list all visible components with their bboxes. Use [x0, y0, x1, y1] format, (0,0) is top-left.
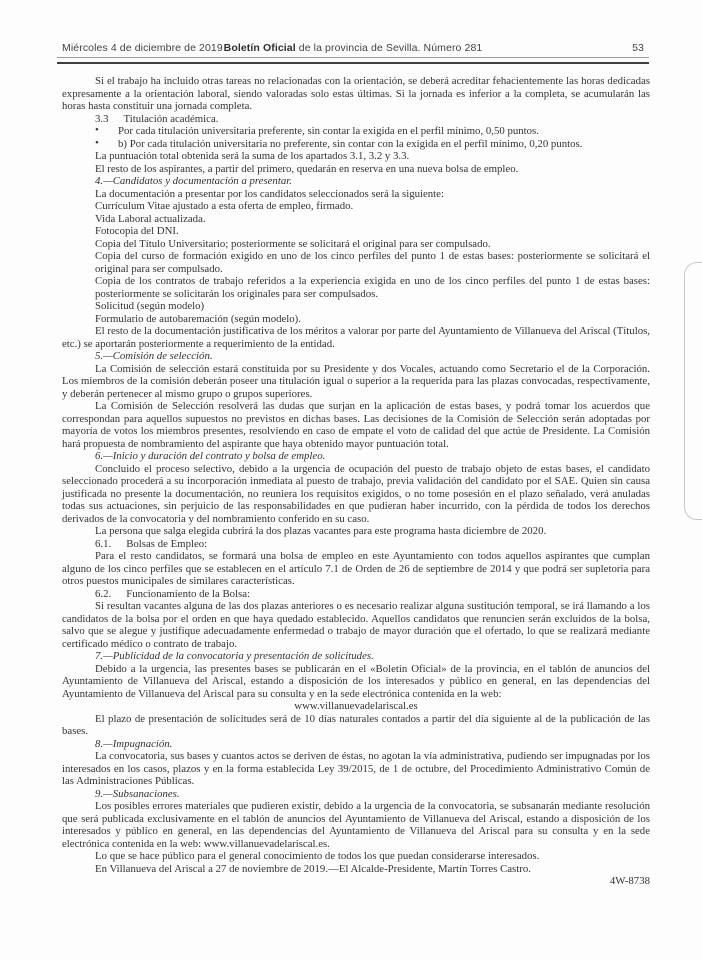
centered-line: www.villanuevadelariscal.es	[294, 700, 418, 712]
header-rule	[57, 57, 649, 64]
section-heading: 4.—Candidatos y documentación a presentar.	[95, 175, 292, 187]
section-number: 6.—	[95, 450, 113, 462]
section-heading: 7.—Publicidad de la convocatoria y presentación de solicitudes.	[95, 650, 374, 662]
numbered-line: 6.2. Funcionamiento de la Bolsa:	[95, 587, 251, 600]
page-header	[62, 42, 644, 54]
paragraph: Debido a la urgencia, las presentes bases se publicarán en el «Boletín Oficial» de la provincia, en el tablón de anuncios del Ayuntamiento de Villanueva del Ariscal, estando a disposición de los interesados y público en general, en las dependencias del Ayuntamiento de Villanueva del Ariscal para su consulta y en la sede electrónica contenida en la web:	[62, 662, 650, 700]
list-item: Fotocopia del DNI.	[95, 225, 179, 237]
section-number: 7.—	[95, 650, 113, 662]
paragraph: Concluido el proceso selectivo, debido a la urgencia de ocupación del puesto de trabajo objeto de estas bases, el candidato seleccionado procederá a su incorporación inmediata al puesto de trabajo, previa validación del candidato por el SAE. Quien sin causa justificada no presente la documentación, no reuniera los requisitos exigidos, o no tome posesión en el plazo señalado, verá anuladas todas sus actuaciones, sin perjuicio de las responsabilidades en que pudieran haber incurrido, con la pérdida de todos los derechos derivados de la convocatoria y del nombramiento conferido en su caso.	[62, 462, 650, 525]
paragraph: Si resultan vacantes alguna de las dos plazas anteriores o es necesario realizar alguna sustitución temporal, se irá llamando a los candidatos de la bolsa por el orden en que haya quedado establecido. Aquellos candidatos que renuncien serán excluidos de la bolsa, salvo que se alegue y justifique adecuadamente enfermedad o trabajo de mayor duración que el ofertado, lo que se realizará mediante certificado médico o contrato de trabajo.	[62, 600, 650, 650]
section-heading: 6.—Inicio y duración del contrato y bolsa de empleo.	[95, 450, 326, 462]
header-title	[224, 42, 483, 54]
paragraph: La Comisión de selección estará constituida por su Presidente y dos Vocales, actuando como Secretario el de la Corporación. Los miembros de la comisión deberán poseer una titulación igual o superior a la requerida para las plazas convocadas, respectivamente, y deberán pertenecer al mismo grupo o grupos superiores.	[62, 362, 650, 400]
section-number: 5.—	[95, 350, 113, 362]
list-item: Solicitud (según modelo)	[95, 300, 205, 312]
section-heading: 9.—Subsanaciones.	[95, 787, 180, 800]
document-body	[62, 75, 650, 888]
bullet-marker: •	[95, 124, 99, 136]
section-heading: 8.—Impugnación.	[95, 737, 173, 750]
header-title-bold: Boletín Oficial	[223, 42, 296, 54]
paragraph: Para el resto candidatos, se formará una bolsa de empleo en este Ayuntamiento con todos aquellos aspirantes que cumplan alguno de los cinco perfiles que se establecen en el artículo 7.1 de Orden de 26 de septiembre de 2014 y que podrá ser supletoria para otros puestos municipales de similares características.	[62, 550, 650, 587]
header-page-number: 53	[632, 42, 644, 54]
list-item: Vida Laboral actualizada.	[95, 212, 206, 225]
paragraph: Los posibles errores materiales que pudieren existir, debido a la urgencia de la convocatoria, se subsanarán mediante resolución que será publicada exclusivamente en el tablón de anuncios del Ayuntamiento de Villanueva del Ariscal, estando a disposición de los interesados y público en general, en las dependencias del Ayuntamiento de Villanueva del Ariscal para su consulta y en la sede electrónica contenida en la web: www.villanuevadelariscal.es.	[62, 800, 650, 850]
paragraph: El resto de la documentación justificativa de los méritos a valorar por parte del Ayuntamiento de Villanueva del Ariscal (Títulos, etc.) se aportarán posteriormente a requerimiento de la entidad.	[62, 325, 650, 350]
header-date: Miércoles 4 de diciembre de 2019	[62, 42, 223, 54]
paragraph: La convocatoria, sus bases y cuantos actos se deriven de éstas, no agotan la vía administrativa, pudiendo ser impugnadas por los interesados en los casos, plazos y en la forma establecida Ley 39/2015, de 1 de octubre, del Procedimiento Administrativo Común de las Administraciones Públicas.	[62, 750, 650, 787]
list-item: Copia del Título Universitario; posteriormente se solicitará el original para ser compulsado.	[95, 237, 491, 250]
paragraph: La documentación a presentar por los candidatos seleccionados será la siguiente:	[95, 187, 444, 200]
section-number: 4.—	[95, 175, 113, 187]
paragraph: La persona que salga elegida cubrirá la dos plazas vacantes para este programa hasta diciembre de 2020.	[95, 525, 547, 537]
list-item: Copia de los contratos de trabajo referidos a la experiencia exigida en uno de los cinco perfiles del punto 1 de estas bases: posteriormente se solicitarán los originales para ser compulsados.	[95, 275, 650, 300]
paragraph: La puntuación total obtenida será la suma de los apartados 3.1, 3.2 y 3.3.	[95, 150, 410, 162]
section-number: 8.—	[95, 737, 113, 750]
bullet-marker: •	[95, 136, 99, 149]
section-number: 6.2.	[95, 587, 112, 600]
section-number: 3.3	[95, 112, 109, 125]
list-item: Formulario de autobaremación (según modelo).	[95, 312, 301, 325]
list-item: Currículum Vitae ajustado a esta oferta de empleo, firmado.	[95, 200, 354, 212]
reference-code: 4W-8738	[609, 875, 650, 887]
section-number: 9.—	[95, 787, 113, 800]
paragraph: El resto de los aspirantes, a partir del primero, quedarán en reserva en una nueva bolsa de empleo.	[95, 162, 519, 175]
section-heading: 5.—Comisión de selección.	[95, 350, 213, 362]
bullet-item: • Por cada titulación universitaria preferente, sin contar la exigida en el perfil mínimo, 0,50 puntos.	[95, 124, 539, 137]
section-number: 6.1.	[95, 537, 112, 550]
paragraph: La Comisión de Selección resolverá las dudas que surjan en la aplicación de estas bases, y podrá tomar los acuerdos que correspondan para aquellos supuestos no previstos en dichas bases. Las decisiones de la Comisión de Selección serán adoptadas por mayoría de votos los miembros presentes, resolviendo en caso de empate el voto de calidad del que actúe de Presidente. La Comisión hará propuesta de nombramiento del aspirante que haya obtenido mayor puntuación total.	[62, 400, 650, 450]
scroll-indicator[interactable]	[684, 262, 702, 520]
paragraph: Lo que se hace público para el general conocimiento de todos los que puedan considerarse interesados.	[95, 850, 540, 862]
bullet-item: • b) Por cada titulación universitaria no preferente, sin contar con la exigida en el perfil mínimo, 0,20 puntos.	[95, 136, 583, 150]
paragraph: En Villanueva del Ariscal a 27 de noviembre de 2019.—El Alcalde-Presidente, Martín Torres Castro.	[95, 862, 531, 875]
numbered-line: 6.1. Bolsas de Empleo:	[95, 537, 208, 550]
header-title-rest: de la provincia de Sevilla. Número 281	[295, 42, 483, 54]
list-item: Copia del curso de formación exigido en uno de los cinco perfiles del punto 1 de estas bases: posteriormente se solicitará el original para ser compulsado.	[95, 250, 650, 275]
paragraph: Si el trabajo ha incluido otras tareas no relacionadas con la orientación, se deberá acreditar fehacientemente las horas dedicadas expresamente a la orientación laboral, siendo valoradas solo estas últimas. Si la jornada es inferior a la completa, se acumularán las horas hasta constituir una jornada completa.	[62, 75, 650, 112]
paragraph: El plazo de presentación de solicitudes será de 10 días naturales contados a partir del día siguiente al de la publicación de las bases.	[62, 712, 650, 737]
numbered-line: 3.3 Titulación académica.	[95, 112, 219, 125]
